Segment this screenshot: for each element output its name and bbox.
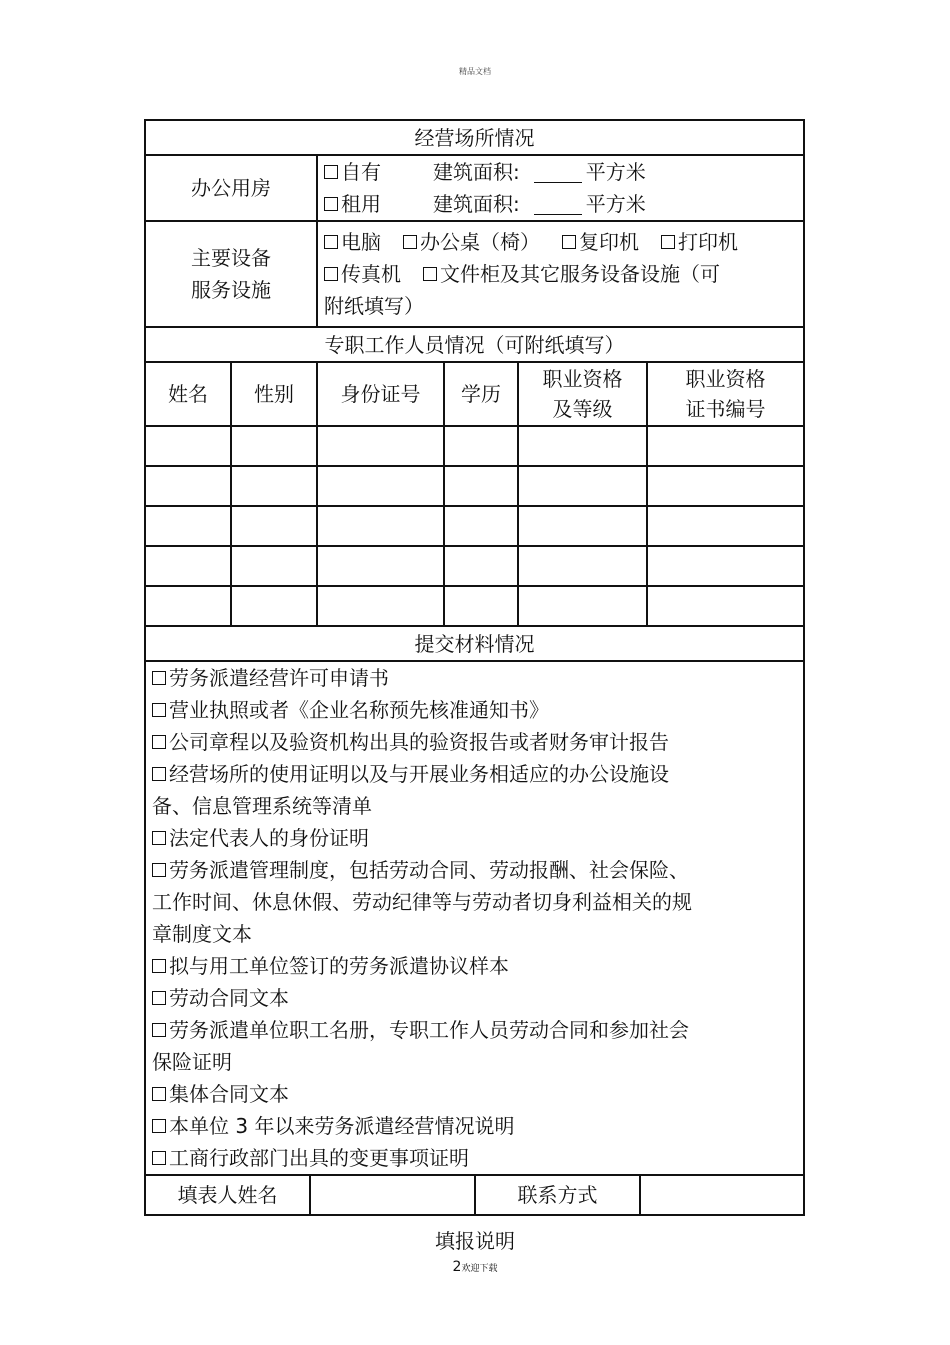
staff-header-cell (231, 362, 317, 426)
staff-header-text: 身份证号 (340, 382, 421, 406)
staff-header-text: 职业资格 (685, 367, 766, 391)
material-checkbox[interactable] (152, 831, 166, 845)
material-item[interactable] (152, 726, 797, 758)
material-text: 章制度文本 (152, 922, 252, 946)
equipment-option-5[interactable] (324, 262, 401, 286)
material-text: 集体合同文本 (169, 1082, 289, 1106)
area-input-rent[interactable] (534, 194, 582, 215)
contact-label: 联系方式 (475, 1175, 640, 1215)
staff-cell-input[interactable] (444, 586, 518, 626)
staff-cell-input[interactable] (145, 466, 231, 506)
premises-title-row (145, 120, 804, 155)
checkbox-own[interactable] (324, 165, 338, 179)
material-text: 经营场所的使用证明以及与开展业务相适应的办公设施设 (169, 762, 669, 786)
staff-cell-input[interactable] (444, 546, 518, 586)
checkbox-label: 传真机 (341, 262, 401, 286)
staff-cell-input[interactable] (145, 586, 231, 626)
equipment-label (145, 221, 317, 327)
material-text: 保险证明 (152, 1050, 232, 1074)
staff-cell-input[interactable] (145, 506, 231, 546)
checkbox-label: 办公桌（椅） (420, 230, 540, 254)
staff-cell-input[interactable] (518, 426, 647, 466)
area-label-rent: 建筑面积: (433, 192, 520, 216)
staff-cell-input[interactable] (647, 586, 804, 626)
material-text: 工作时间、休息休假、劳动纪律等与劳动者切身利益相关的规 (152, 890, 692, 914)
notes-title: 填报说明 (435, 1229, 515, 1253)
checkbox[interactable] (403, 235, 417, 249)
material-item[interactable] (152, 982, 797, 1014)
staff-header-text: 证书编号 (685, 397, 766, 421)
checkbox[interactable] (324, 235, 338, 249)
staff-cell-input[interactable] (231, 546, 317, 586)
material-item[interactable] (152, 854, 797, 886)
option-own-label: 自有 (341, 160, 381, 184)
equipment-option-3[interactable] (562, 230, 639, 254)
equipment-line-3: 附纸填写） (324, 294, 424, 318)
equipment-option-1[interactable] (324, 230, 381, 254)
material-checkbox[interactable] (152, 959, 166, 973)
equipment-line-1 (324, 226, 797, 258)
checkbox-rent[interactable] (324, 197, 338, 211)
material-checkbox[interactable] (152, 1151, 166, 1165)
staff-row (145, 466, 804, 506)
office-option-own[interactable] (324, 156, 797, 188)
material-checkbox[interactable] (152, 991, 166, 1005)
staff-header-cell (647, 362, 804, 426)
staff-cell-input[interactable] (518, 586, 647, 626)
staff-header-text: 学历 (461, 382, 501, 406)
material-item-continued (152, 886, 797, 918)
footer-row (145, 1175, 804, 1215)
material-item[interactable] (152, 1014, 797, 1046)
staff-cell-input[interactable] (444, 426, 518, 466)
material-item[interactable] (152, 1078, 797, 1110)
contact-input[interactable] (640, 1175, 804, 1215)
staff-table (145, 362, 804, 626)
form-table (144, 119, 805, 1176)
equipment-options (317, 221, 804, 327)
material-text: 本单位 3 年以来劳务派遣经营情况说明 (169, 1114, 515, 1138)
staff-cell-input[interactable] (317, 506, 444, 546)
checkbox[interactable] (324, 267, 338, 281)
checkbox[interactable] (562, 235, 576, 249)
application-form (144, 119, 803, 1216)
equipment-label-line2: 服务设施 (191, 278, 271, 302)
equipment-option-2[interactable] (403, 230, 540, 254)
staff-row (145, 586, 804, 626)
material-text: 劳务派遣管理制度，包括劳动合同、劳动报酬、社会保险、 (169, 858, 689, 882)
staff-cell-input[interactable] (518, 546, 647, 586)
staff-cell-input[interactable] (317, 466, 444, 506)
equipment-option-6[interactable] (423, 262, 720, 286)
footer-table (144, 1174, 805, 1216)
material-checkbox[interactable] (152, 671, 166, 685)
material-item-continued (152, 790, 797, 822)
staff-cell-input[interactable] (444, 506, 518, 546)
staff-row (145, 426, 804, 466)
staff-header-cell (518, 362, 647, 426)
staff-cell-input[interactable] (647, 506, 804, 546)
staff-cell-input[interactable] (518, 506, 647, 546)
material-checkbox[interactable] (152, 767, 166, 781)
checkbox-label: 复印机 (579, 230, 639, 254)
staff-cell-input[interactable] (518, 466, 647, 506)
material-item-continued (152, 918, 797, 950)
staff-header-row (145, 362, 804, 426)
equipment-row (145, 221, 804, 327)
material-text: 劳务派遣单位职工名册，专职工作人员劳动合同和参加社会 (169, 1018, 689, 1042)
material-item[interactable] (152, 662, 797, 694)
material-text: 拟与用工单位签订的劳务派遣协议样本 (169, 954, 509, 978)
material-text: 备、信息管理系统等清单 (152, 794, 372, 818)
page-footer-text: 欢迎下载 (461, 1264, 498, 1274)
checkbox-label: 文件柜及其它服务设备设施（可 (440, 262, 720, 286)
header-note: 精品文档 (459, 67, 491, 76)
staff-header-text: 姓名 (168, 382, 208, 406)
staff-header-cell (317, 362, 444, 426)
office-option-rent[interactable] (324, 188, 797, 220)
material-item[interactable] (152, 950, 797, 982)
staff-cell-input[interactable] (231, 426, 317, 466)
materials-title-row (145, 626, 804, 661)
material-text: 工商行政部门出具的变更事项证明 (169, 1146, 469, 1170)
checkbox-label: 电脑 (341, 230, 381, 254)
staff-title: 专职工作人员情况（可附纸填写） (145, 327, 804, 362)
material-item[interactable] (152, 1142, 797, 1174)
staff-header-text: 及等级 (552, 397, 613, 421)
equipment-label-line1: 主要设备 (191, 246, 271, 270)
staff-header-text: 性别 (254, 382, 294, 406)
staff-cell-input[interactable] (647, 466, 804, 506)
staff-cell-input[interactable] (145, 426, 231, 466)
staff-cell-input[interactable] (231, 586, 317, 626)
staff-title-row (145, 327, 804, 362)
material-checkbox[interactable] (152, 863, 166, 877)
staff-row (145, 506, 804, 546)
equipment-line-2 (324, 258, 797, 290)
staff-row (145, 546, 804, 586)
material-item[interactable] (152, 694, 797, 726)
material-text: 劳务派遣经营许可申请书 (169, 666, 389, 690)
material-checkbox[interactable] (152, 1087, 166, 1101)
checkbox[interactable] (661, 235, 675, 249)
office-label: 办公用房 (145, 155, 317, 221)
materials-list (145, 661, 804, 1175)
material-checkbox[interactable] (152, 1023, 166, 1037)
material-text: 营业执照或者《企业名称预先核准通知书》 (169, 698, 549, 722)
staff-cell-input[interactable] (444, 466, 518, 506)
staff-cell-input[interactable] (317, 426, 444, 466)
page-number (0, 1259, 950, 1275)
filler-name-input[interactable] (310, 1175, 475, 1215)
staff-header-cell (444, 362, 518, 426)
staff-cell-input[interactable] (647, 546, 804, 586)
material-text: 劳动合同文本 (169, 986, 289, 1010)
office-options (317, 155, 804, 221)
material-item[interactable] (152, 1110, 797, 1142)
material-text: 法定代表人的身份证明 (169, 826, 369, 850)
option-rent-label: 租用 (341, 192, 381, 216)
material-checkbox[interactable] (152, 1119, 166, 1133)
unit-rent: 平方米 (585, 192, 646, 216)
staff-header-text: 职业资格 (542, 367, 623, 391)
staff-cell-input[interactable] (231, 506, 317, 546)
area-input-own[interactable] (534, 162, 582, 183)
material-item[interactable] (152, 822, 797, 854)
staff-cell-input[interactable] (231, 466, 317, 506)
premises-title: 经营场所情况 (145, 120, 804, 155)
staff-cell-input[interactable] (145, 546, 231, 586)
staff-cell-input[interactable] (317, 546, 444, 586)
checkbox-label: 打印机 (678, 230, 738, 254)
office-row (145, 155, 804, 221)
material-checkbox[interactable] (152, 703, 166, 717)
materials-title: 提交材料情况 (145, 626, 804, 661)
filler-name-label: 填表人姓名 (145, 1175, 310, 1215)
material-item[interactable] (152, 758, 797, 790)
unit-own: 平方米 (585, 160, 646, 184)
equipment-option-4[interactable] (661, 230, 738, 254)
staff-cell-input[interactable] (647, 426, 804, 466)
area-label-own: 建筑面积: (433, 160, 520, 184)
materials-row (145, 661, 804, 1175)
staff-header-cell (145, 362, 231, 426)
staff-cell-input[interactable] (317, 586, 444, 626)
material-checkbox[interactable] (152, 735, 166, 749)
material-text: 公司章程以及验资机构出具的验资报告或者财务审计报告 (169, 730, 669, 754)
material-item-continued (152, 1046, 797, 1078)
page-number-value: 2 (452, 1259, 462, 1275)
checkbox[interactable] (423, 267, 437, 281)
